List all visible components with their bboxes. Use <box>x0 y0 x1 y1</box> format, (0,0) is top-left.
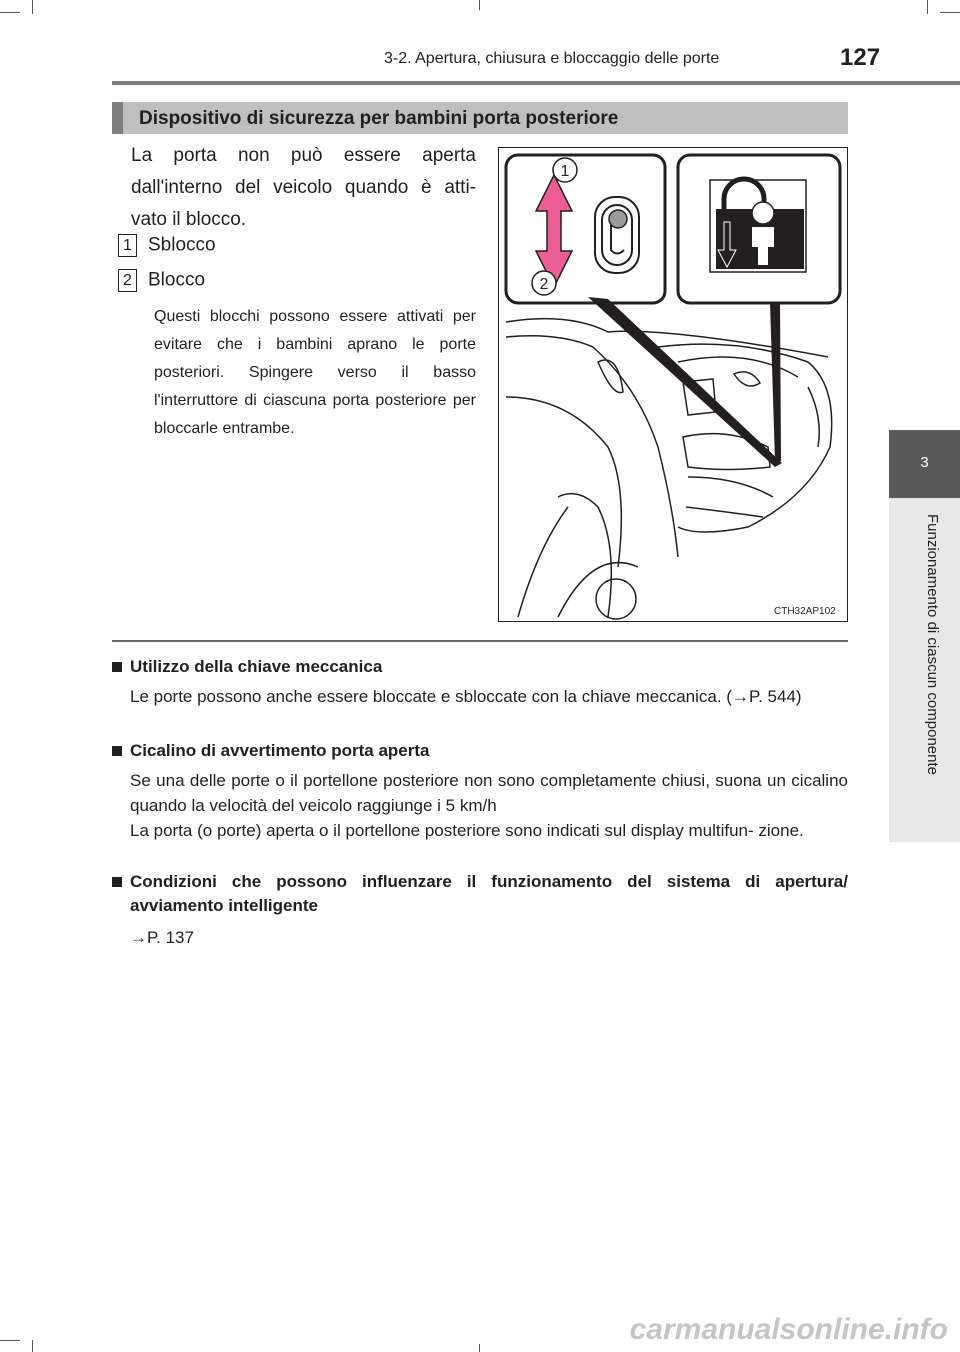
callout-2-label: 2 <box>539 276 549 293</box>
crop-mark <box>927 0 928 14</box>
crop-mark <box>479 1344 480 1352</box>
intro-paragraph: La porta non può essere aperta dall'interno del veicolo quando è atti- vato il blocco. <box>131 145 476 230</box>
note-body-continued: La porta (o porte) aperta o il portellone posteriore sono indicati sul display multifun- zione. <box>130 821 804 840</box>
chapter-number: 3 <box>920 454 929 471</box>
section-title: Dispositivo di sicurezza per bambini porta posteriore <box>139 108 619 129</box>
note-item <box>112 655 848 709</box>
item-label: Sblocco <box>148 234 216 256</box>
note-item <box>112 739 848 843</box>
crop-mark <box>0 1340 20 1341</box>
child-lock-symbol-icon <box>710 179 806 272</box>
note-body: →P. 137 <box>130 928 194 947</box>
crop-mark <box>32 1340 33 1352</box>
note-body: Se una delle porte o il portellone posteriore non sono completamente chiusi, suona un cicalino quando la velocità del veicolo raggiunge i 5 km/h <box>130 771 848 815</box>
item-number-badge: 2 <box>118 269 137 292</box>
note-item <box>112 870 848 950</box>
crop-mark <box>32 0 33 14</box>
note-body: Le porte possono anche essere bloccate e sbloccate con la chiave meccanica. (→P. 544) <box>130 687 802 706</box>
child-lock-switch-icon <box>595 197 639 273</box>
callout-2 <box>532 271 556 295</box>
callout-1-label: 1 <box>560 163 570 180</box>
list-item <box>118 234 216 257</box>
list-item <box>118 269 205 292</box>
lock-switch-inset <box>506 155 665 303</box>
section-divider <box>112 640 848 642</box>
section-heading-bar <box>112 102 848 134</box>
crop-mark <box>479 0 480 10</box>
square-bullet-icon <box>112 662 122 672</box>
chapter-tab <box>889 430 960 498</box>
header-rule <box>112 81 960 85</box>
page-number: 127 <box>840 44 881 71</box>
crop-mark <box>0 12 20 13</box>
running-header: 3-2. Apertura, chiusura e bloccaggio delle porte <box>384 50 720 67</box>
car-door-figure <box>498 147 848 622</box>
item-number-badge: 1 <box>118 234 137 257</box>
callout-1 <box>553 158 577 182</box>
item-label: Blocco <box>148 269 206 291</box>
note-heading: Condizioni che possono influenzare il funzionamento del sistema di apertura/ avviamento intelligente <box>130 872 848 915</box>
crop-mark <box>940 12 960 13</box>
figure-code: CTH32AP102 <box>774 606 836 617</box>
square-bullet-icon <box>112 877 122 887</box>
note-heading: Utilizzo della chiave meccanica <box>130 657 383 676</box>
watermark: carmanualsonline.info <box>629 1313 948 1346</box>
chapter-label: Funzionamento di ciascun componente <box>924 514 941 775</box>
square-bullet-icon <box>112 746 122 756</box>
explanation-note: Questi blocchi possono essere attivati per evitare che i bambini aprano le porte posteriori. Spingere verso il basso l'interruttore di ciascuna porta posteriore per bloccarle entrambe. <box>154 308 476 437</box>
rear-door-illustration <box>498 147 848 622</box>
note-heading: Cicalino di avvertimento porta aperta <box>130 741 430 760</box>
